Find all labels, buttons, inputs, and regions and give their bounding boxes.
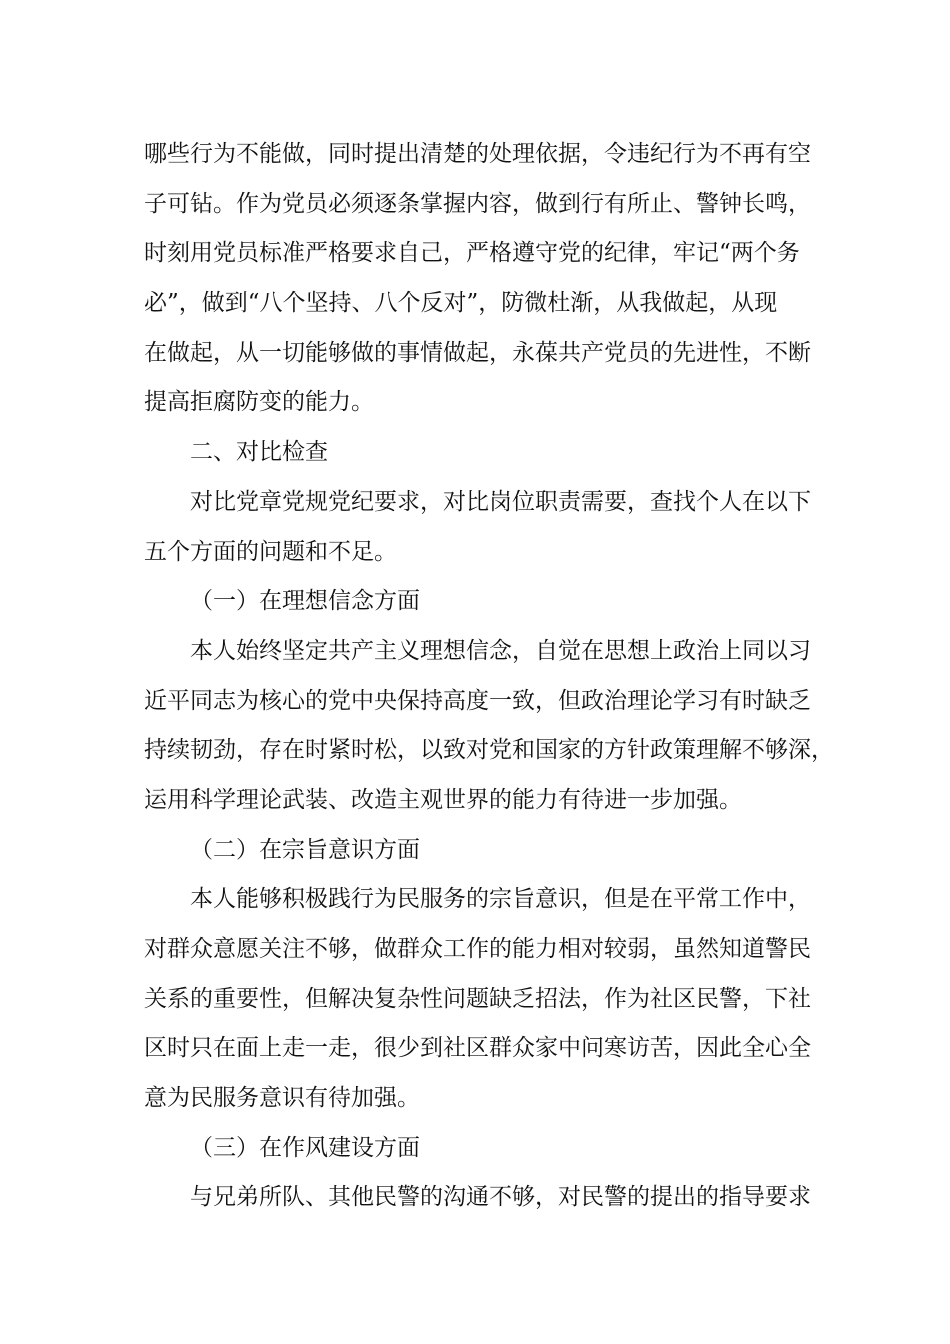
paragraph-line: 五个方面的问题和不足。	[144, 538, 397, 565]
paragraph-line: 运用科学理论武装、改造主观世界的能力有待进一步加强。	[144, 786, 742, 813]
paragraph-line: 意为民服务意识有待加强。	[144, 1085, 420, 1112]
paragraph-line: 对比党章党规党纪要求，对比岗位职责需要，查找个人在以下	[190, 488, 811, 515]
subsection-heading: （三）在作风建设方面	[190, 1134, 420, 1161]
subsection-heading: （一）在理想信念方面	[190, 588, 420, 615]
section-heading: 二、对比检查	[190, 439, 328, 466]
paragraph-line: 对群众意愿关注不够，做群众工作的能力相对较弱，虽然知道警民	[144, 936, 811, 962]
subsection-heading: （二）在宗旨意识方面	[190, 836, 420, 863]
paragraph-line: 区时只在面上走一走，很少到社区群众家中问寒访苦，因此全心全	[144, 1035, 811, 1062]
paragraph-line: 持续韧劲，存在时紧时松，以致对党和国家的方针政策理解不够深，	[144, 737, 834, 764]
paragraph-line: 与兄弟所队、其他民警的沟通不够，对民警的提出的指导要求	[190, 1184, 811, 1211]
paragraph-line: 必”，做到“八个坚持、八个反对”，防微杜渐，从我做起，从现	[144, 290, 778, 317]
paragraph-line: 子可钻。作为党员必须逐条掌握内容，做到行有所止、警钟长鸣，	[144, 190, 811, 217]
document-body	[144, 130, 834, 1223]
paragraph-line: 时刻用党员标准严格要求自己，严格遵守党的纪律，牢记“两个务	[144, 240, 800, 267]
paragraph-line: 在做起，从一切能够做的事情做起，永葆共产党员的先进性，不断	[144, 339, 811, 366]
paragraph-line: 提高拒腐防变的能力。	[144, 389, 374, 416]
paragraph-line: 本人能够积极践行为民服务的宗旨意识，但是在平常工作中，	[190, 886, 811, 913]
paragraph-line: 关系的重要性，但解决复杂性问题缺乏招法，作为社区民警，下社	[144, 985, 811, 1012]
paragraph-line: 本人始终坚定共产主义理想信念，自觉在思想上政治上同以习	[190, 637, 811, 664]
paragraph-line: 近平同志为核心的党中央保持高度一致，但政治理论学习有时缺乏	[144, 687, 811, 714]
paragraph-line: 哪些行为不能做，同时提出清楚的处理依据，令违纪行为不再有空	[144, 141, 811, 167]
